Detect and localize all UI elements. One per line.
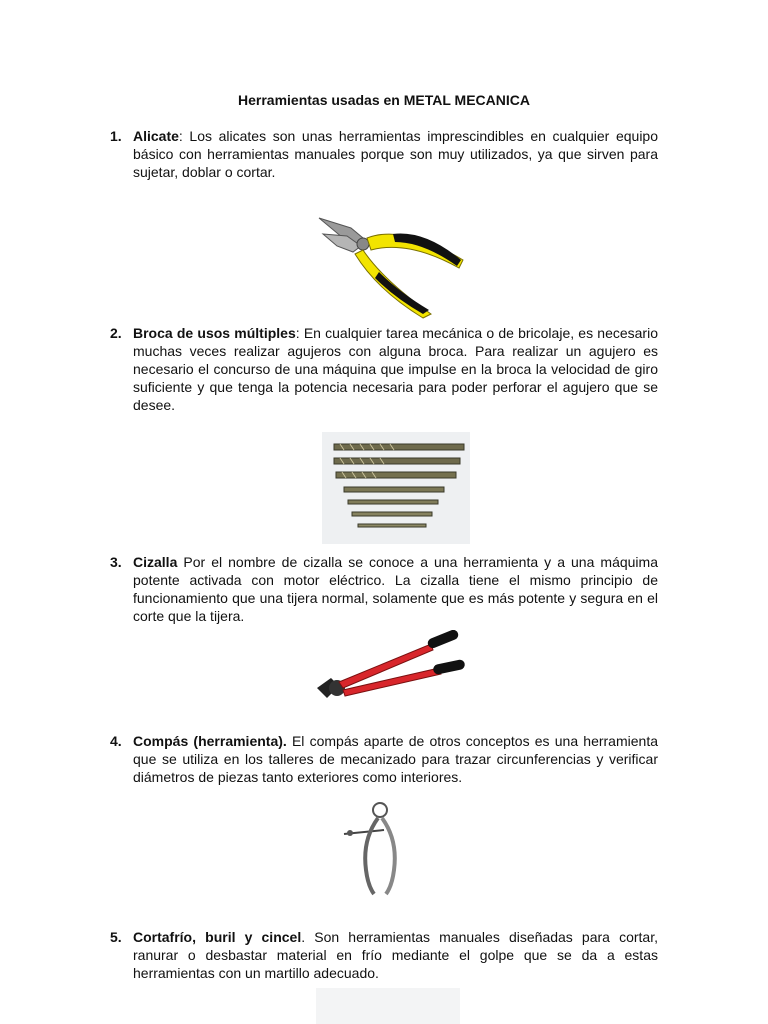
item-text: El compás aparte de otros conceptos es una herramienta que se utiliza en los talleres de mecanizado para trazar circunferencias y verificar diámetros de piezas tanto exteriores como interiores. xyxy=(133,733,658,785)
list-item-alicate xyxy=(110,127,658,181)
item-term: Alicate xyxy=(133,128,179,144)
drill-bits-icon xyxy=(322,432,470,544)
page-title: Herramientas usadas en METAL MECANICA xyxy=(238,92,530,108)
chisel-icon xyxy=(316,988,460,1024)
item-term: Cizalla xyxy=(133,554,178,570)
item-text: : En cualquier tarea mecánica o de bricolaje, es necesario muchas veces realizar agujeros con alguna broca. Para realizar un agujero es necesario el concurso de una máquina que impulse en la broca la velocidad de giro suficiente y que tenga la potencia necesaria para poder perforar el agujero que se desee. xyxy=(133,325,658,413)
item-text: : Los alicates son unas herramientas imprescindibles en cualquier equipo básico con herramientas manuales porque son muy utilizados, ya que sirven para sujetar, doblar o cortar. xyxy=(133,128,658,180)
caliper-compass-icon xyxy=(340,800,424,900)
item-term: Compás (herramienta). xyxy=(133,733,287,749)
item-number: 5. xyxy=(110,929,122,945)
item-number: 2. xyxy=(110,325,122,341)
pliers-icon xyxy=(313,210,473,320)
list-item-broca xyxy=(110,324,658,414)
list-item-cortafrio xyxy=(110,928,658,982)
item-number: 3. xyxy=(110,554,122,570)
list-item-cizalla xyxy=(110,553,658,625)
item-text: . Son herramientas manuales diseñadas para cortar, ranurar o desbastar material en frío mediante el golpe que se da a estas herramientas con un martillo adecuado. xyxy=(133,929,658,981)
item-number: 4. xyxy=(110,733,122,749)
item-term: Broca de usos múltiples xyxy=(133,325,296,341)
item-number: 1. xyxy=(110,128,122,144)
bolt-cutter-icon xyxy=(313,630,469,710)
list-item-compas xyxy=(110,732,658,786)
item-text: Por el nombre de cizalla se conoce a una herramienta y a una máquima potente activada con motor eléctrico. La cizalla tiene el mismo principio de funcionamiento que una tijera normal, solamente que es más potente y segura en el corte que la tijera. xyxy=(133,554,658,624)
item-term: Cortafrío, buril y cincel xyxy=(133,929,302,945)
